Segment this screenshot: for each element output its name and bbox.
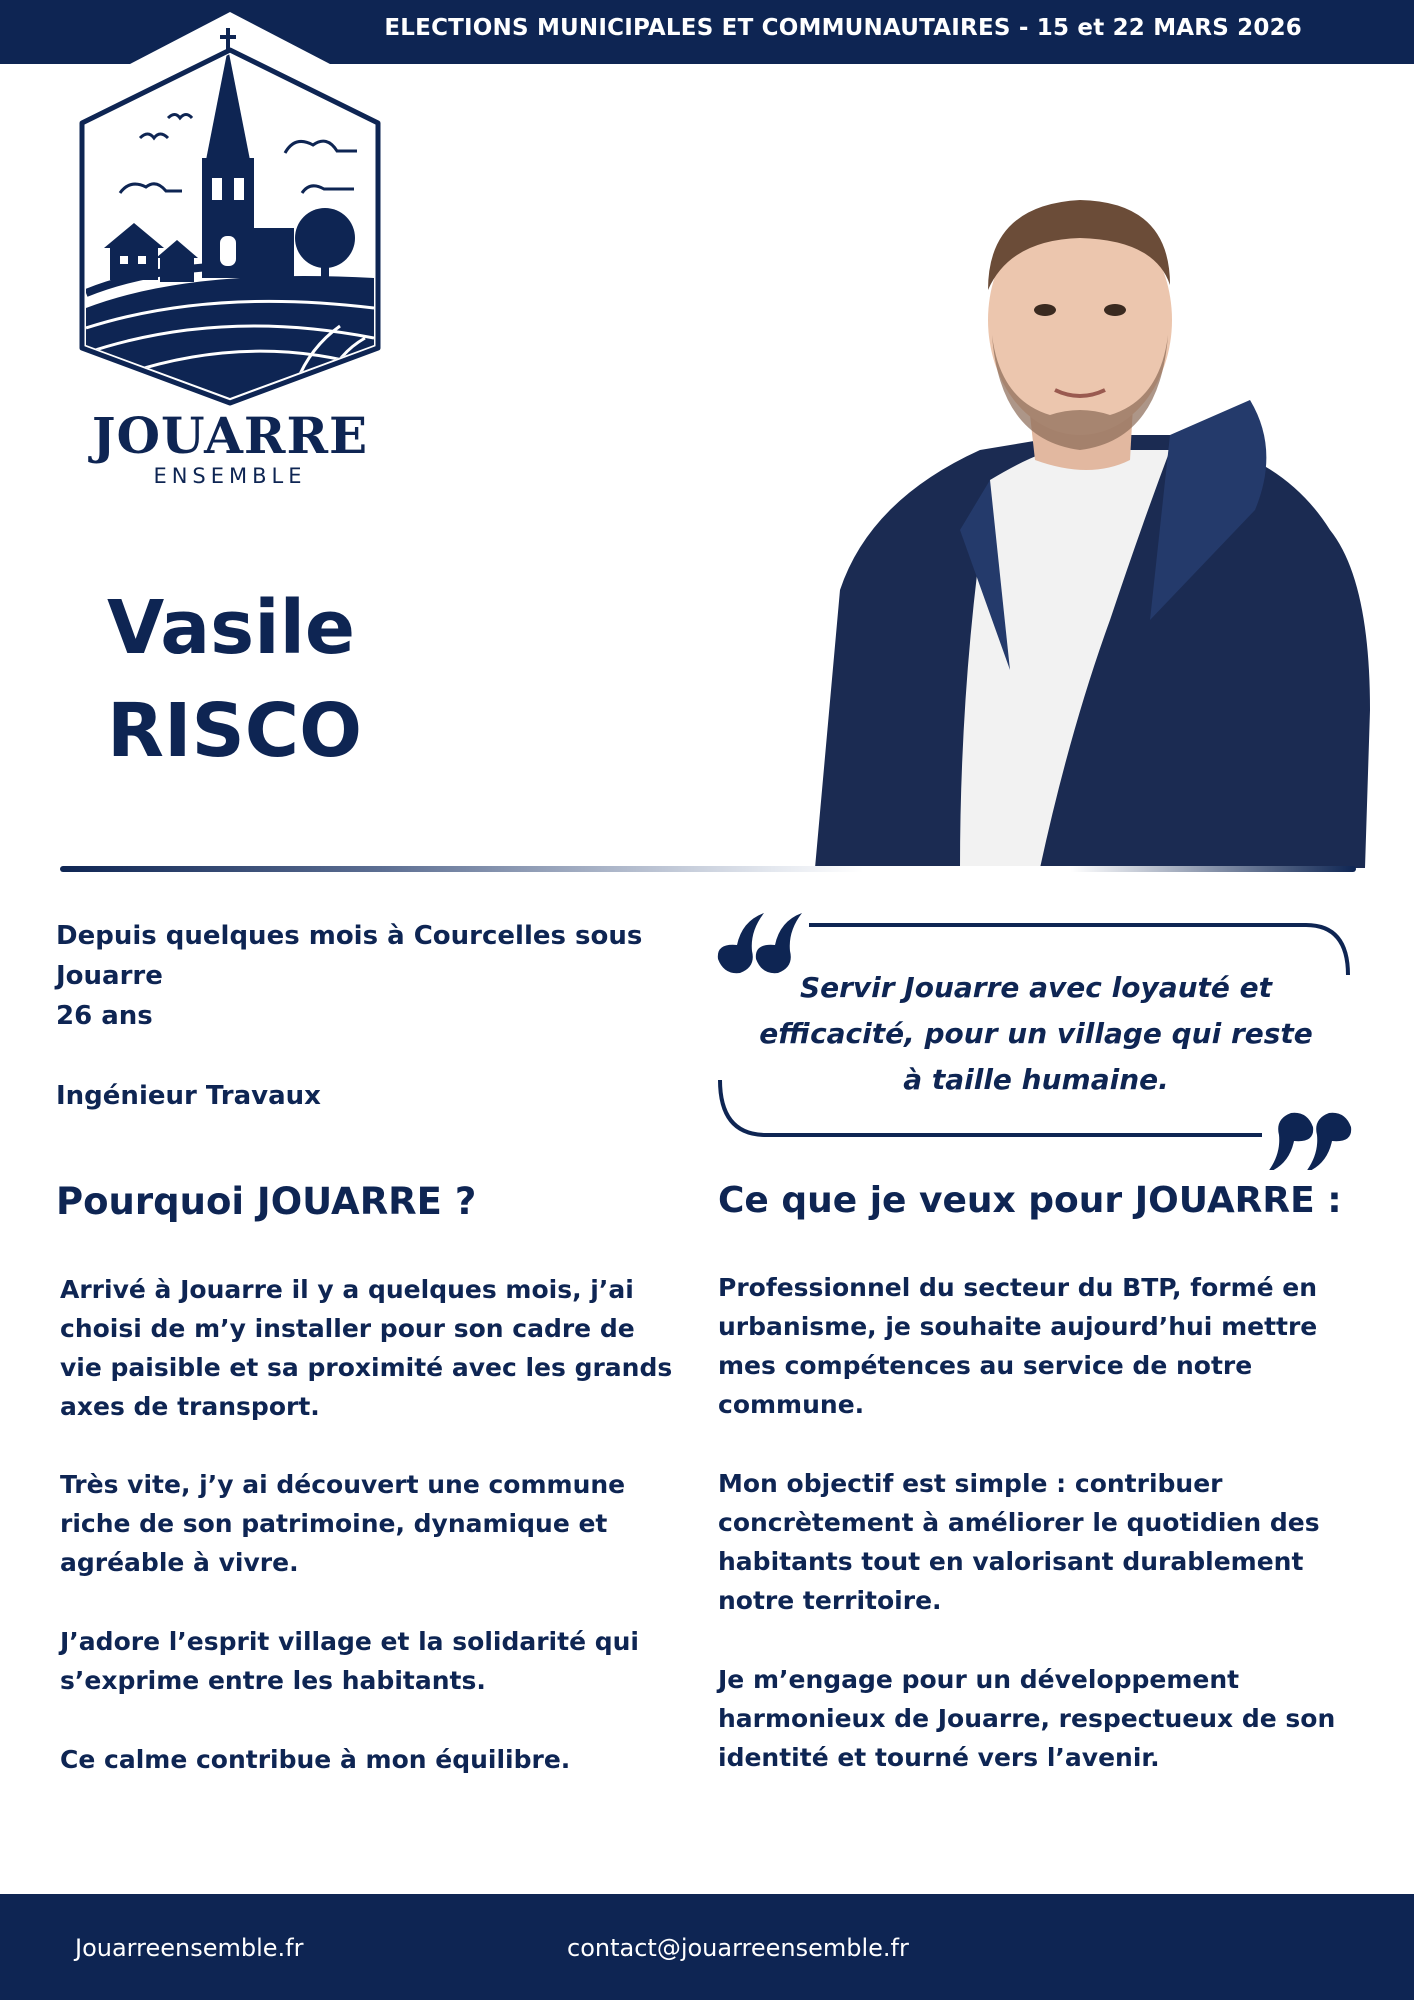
goals-title: Ce que je veux pour JOUARRE :: [718, 1180, 1342, 1221]
section-divider: [60, 866, 1356, 872]
close-quote-icon: [1267, 1113, 1351, 1170]
church-village-logo-icon: [40, 8, 420, 408]
footer: [0, 1894, 1414, 2000]
quote-text: Servir Jouarre avec loyauté et efficacité, pour un village qui reste à taille humaine.: [759, 971, 1313, 1096]
footer-email-link[interactable]: contact@jouarreensemble.fr: [567, 1934, 909, 1962]
why-jouarre-title: Pourquoi JOUARRE ?: [56, 1180, 477, 1223]
candidate-last-name: RISCO: [107, 688, 363, 774]
candidate-age: 26 ans: [56, 1001, 153, 1031]
candidate-location: Depuis quelques mois à Courcelles sous Jouarre: [56, 921, 643, 991]
why-paragraph-2: Très vite, j’y ai découvert une commune riche de son patrimoine, dynamique et agréable à vivre.: [60, 1470, 626, 1577]
goals-paragraph-2: Mon objectif est simple : contribuer concrètement à améliorer le quotidien des habitants tout en valorisant durablement notre territoire.: [718, 1469, 1320, 1615]
quote-box: [716, 895, 1356, 1170]
footer-website-link[interactable]: Jouarreensemble.fr: [75, 1934, 304, 1962]
logo-name: JOUARRE: [91, 406, 369, 465]
candidate-first-name: Vasile: [107, 585, 356, 671]
why-paragraph-1: Arrivé à Jouarre il y a quelques mois, j’ai choisi de m’y installer pour son cadre de vie paisible et sa proximité avec les grands axes de transport.: [60, 1275, 673, 1421]
candidate-photo: [810, 150, 1380, 870]
logo-subtitle: ENSEMBLE: [153, 464, 307, 488]
why-paragraph-3: J’adore l’esprit village et la solidarité qui s’exprime entre les habitants.: [60, 1627, 639, 1695]
candidate-profession: Ingénieur Travaux: [56, 1081, 321, 1111]
why-paragraph-4: Ce calme contribue à mon équilibre.: [60, 1745, 571, 1774]
goals-paragraph-3: Je m’engage pour un développement harmonieux de Jouarre, respectueux de son identité et tourné vers l’avenir.: [718, 1665, 1336, 1772]
logo: [40, 8, 420, 508]
election-title: ELECTIONS MUNICIPALES ET COMMUNAUTAIRES - 15 et 22 MARS 2026: [384, 15, 1302, 41]
goals-paragraph-1: Professionnel du secteur du BTP, formé en urbanisme, je souhaite aujourd’hui mettre mes compétences au service de notre commune.: [718, 1273, 1318, 1419]
